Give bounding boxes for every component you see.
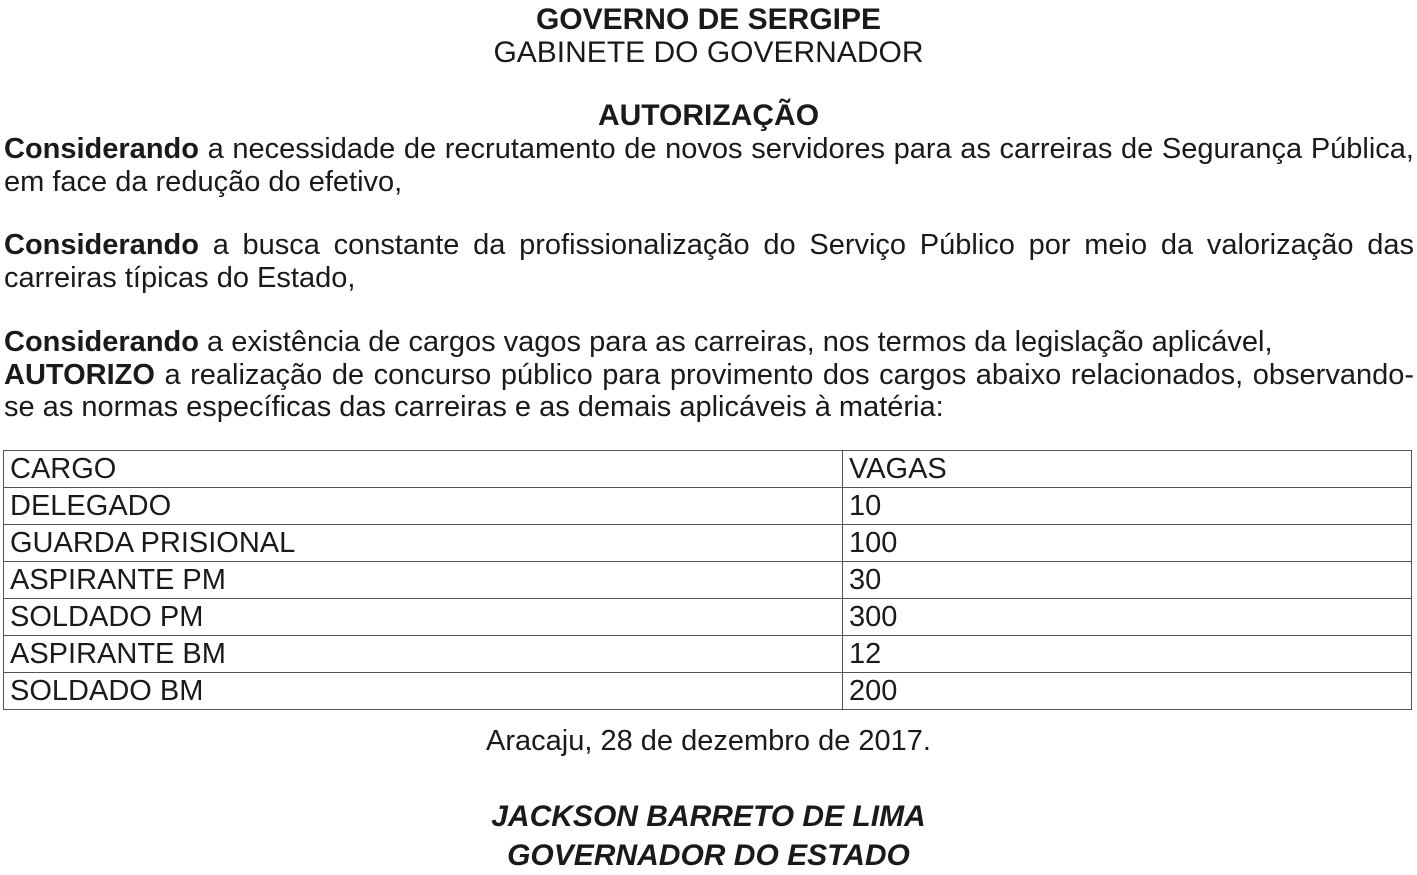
table-row <box>4 673 1412 710</box>
paragraph-3-text: a existência de cargos vagos para as carreiras, nos termos da legislação aplicável, <box>198 326 1273 358</box>
vagas-cell: 30 <box>843 562 1412 599</box>
paragraph-3 <box>4 326 1414 424</box>
table-row <box>4 599 1412 636</box>
header-office: GABINETE DO GOVERNADOR <box>493 36 924 69</box>
document-date: Aracaju, 28 de dezembro de 2017. <box>486 725 931 757</box>
header-vagas: VAGAS <box>843 451 1412 488</box>
authorization-text: a realização de concurso público para provimento dos cargos abaixo relacionados, observando-se as normas específicas das carreiras e as demais aplicáveis à matéria: <box>4 358 1414 423</box>
cargo-cell: GUARDA PRISIONAL <box>4 525 843 562</box>
cargo-cell: SOLDADO BM <box>4 673 843 710</box>
signatory-role: GOVERNADOR DO ESTADO <box>507 839 910 872</box>
table-row <box>4 488 1412 525</box>
cargo-cell: ASPIRANTE PM <box>4 562 843 599</box>
paragraph-1-text: a necessidade de recrutamento de novos servidores para as carreiras de Segurança Pública, em face da redução do efetivo, <box>4 133 1414 198</box>
vagas-cell: 100 <box>843 525 1412 562</box>
paragraph-1-lead: Considerando <box>4 133 199 165</box>
cargo-cell: SOLDADO PM <box>4 599 843 636</box>
vagas-cell: 300 <box>843 599 1412 636</box>
table-row <box>4 562 1412 599</box>
table-row <box>4 636 1412 673</box>
vagas-cell: 10 <box>843 488 1412 525</box>
table-row <box>4 525 1412 562</box>
vagas-cell: 200 <box>843 673 1412 710</box>
paragraph-1 <box>4 133 1414 198</box>
cargo-cell: DELEGADO <box>4 488 843 525</box>
paragraph-2 <box>4 229 1414 294</box>
paragraph-2-text: a busca constante da profissionalização do Serviço Público por meio da valorização das carreiras típicas do Estado, <box>4 229 1414 294</box>
header-government: GOVERNO DE SERGIPE <box>535 3 882 36</box>
document-title: AUTORIZAÇÃO <box>597 99 820 132</box>
cargo-cell: ASPIRANTE BM <box>4 636 843 673</box>
paragraph-3-lead: Considerando <box>4 326 199 358</box>
header-cargo: CARGO <box>4 451 843 488</box>
signatory-name: JACKSON BARRETO DE LIMA <box>491 800 926 833</box>
vagas-cell: 12 <box>843 636 1412 673</box>
positions-table <box>3 450 1412 710</box>
authorization-lead: AUTORIZO <box>4 358 155 391</box>
paragraph-2-lead: Considerando <box>4 229 199 261</box>
table-header-row <box>4 451 1412 488</box>
